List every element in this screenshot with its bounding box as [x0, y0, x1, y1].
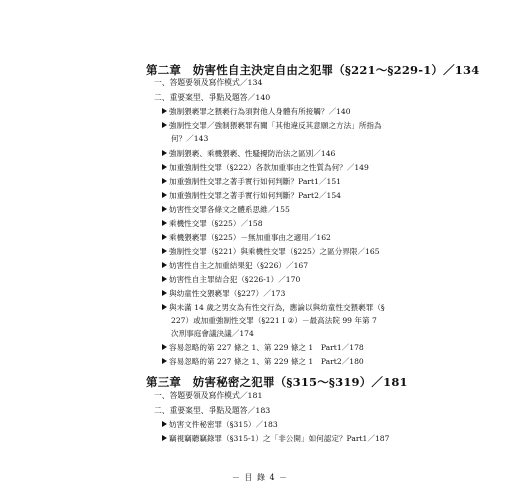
arrow-bullet-icon: [162, 304, 167, 310]
toc-item: [162, 120, 382, 131]
arrow-bullet-icon: [162, 192, 167, 198]
arrow-bullet-icon: [162, 164, 167, 170]
toc-item: [162, 419, 278, 430]
toc-item-text: 與幼童性交猥褻罪（§227）／173: [169, 289, 286, 298]
toc-item-text: 乘機猥褻罪（§225）－無加重事由之適用／162: [169, 233, 331, 242]
section-heading: 二、重要案型、爭點及題答／140: [154, 93, 271, 102]
toc-item: [162, 260, 308, 271]
arrow-bullet-icon: [162, 276, 167, 282]
arrow-bullet-icon: [162, 344, 167, 350]
toc-item: [162, 204, 290, 215]
toc-item-text: 妨害性自主罪結合犯（§226-1）／170: [169, 275, 301, 284]
toc-item: [162, 106, 351, 117]
toc-item: [162, 176, 341, 187]
toc-item-text: 妨害文件秘密罪（§315）／183: [169, 420, 278, 429]
toc-item: [162, 302, 385, 313]
toc-item: [162, 190, 341, 201]
arrow-bullet-icon: [162, 206, 167, 212]
arrow-bullet-icon: [162, 421, 167, 427]
toc-item-text: 強制猥褻罪之猥褻行為須對他人身體有所接觸？／140: [169, 107, 351, 116]
arrow-bullet-icon: [162, 108, 167, 114]
toc-item: [162, 274, 300, 285]
toc-item-text: 強制性交罪／強制猥褻罪有關「其他違反其意願之方法」所指為: [169, 121, 382, 130]
toc-item: [162, 288, 285, 299]
arrow-bullet-icon: [162, 122, 167, 128]
section-heading: 一、答題要領及寫作模式／134: [154, 78, 263, 87]
toc-item-text: 妨害性自主之加重結果犯（§226）／167: [169, 261, 309, 270]
toc-item-text: 竊視竊聽竊錄罪（§315-1）之「非公開」如何認定？Part1／187: [169, 434, 390, 443]
toc-item: [162, 433, 389, 444]
section-heading: 二、重要案型、爭點及題答／183: [154, 406, 271, 415]
arrow-bullet-icon: [162, 358, 167, 364]
arrow-bullet-icon: [162, 150, 167, 156]
toc-item-text: 強制性交罪（§221）與乘機性交罪（§225）之區分界限／165: [169, 247, 380, 256]
chapter-heading: 第三章 妨害秘密之犯罪（§315～§319）／181: [146, 375, 408, 389]
toc-item: [162, 342, 364, 353]
arrow-bullet-icon: [162, 290, 167, 296]
toc-item: [162, 246, 380, 257]
toc-item-continuation: 何？／143: [171, 134, 209, 143]
arrow-bullet-icon: [162, 220, 167, 226]
toc-item-text: 與未滿 14 歲之男女為有性交行為，應論以與幼童性交猥褻罪（§: [169, 303, 385, 312]
arrow-bullet-icon: [162, 248, 167, 254]
toc-item: [162, 356, 364, 367]
toc-item: [162, 162, 369, 173]
toc-item-text: 強制猥褻、乘機猥褻、性騷擾防治法之區別／146: [169, 149, 336, 158]
toc-item-text: 容易忽略的第 227 條之 1、第 229 條之 1 Part2／180: [169, 357, 364, 366]
chapter-heading: 第二章 妨害性自主決定自由之犯罪（§221～§229-1）／134: [146, 63, 480, 77]
toc-item-text: 妨害性交罪各條文之體系思維／155: [169, 205, 290, 214]
toc-item-continuation: 227）或加重強制性交罪（§221 I ②）－最高法院 99 年第 7: [171, 316, 377, 325]
arrow-bullet-icon: [162, 178, 167, 184]
section-heading: 一、答題要領及寫作模式／181: [154, 391, 263, 400]
toc-item-text: 乘機性交罪（§225）／158: [169, 219, 263, 228]
toc-item-text: 加重強制性交罪（§222）各款加重事由之性質為何？／149: [169, 163, 369, 172]
arrow-bullet-icon: [162, 435, 167, 441]
arrow-bullet-icon: [162, 234, 167, 240]
arrow-bullet-icon: [162, 262, 167, 268]
toc-item-text: 加重強制性交罪之著手實行如何判斷？Part1／151: [169, 177, 341, 186]
toc-item-continuation: 次刑事庭會議決議／174: [171, 329, 254, 338]
toc-item: [162, 148, 335, 159]
toc-item-text: 加重強制性交罪之著手實行如何判斷？Part2／154: [169, 191, 341, 200]
page-footer: － 目 錄 4 －: [231, 473, 289, 482]
toc-item: [162, 232, 331, 243]
toc-item-text: 容易忽略的第 227 條之 1、第 229 條之 1 Part1／178: [169, 343, 364, 352]
toc-item: [162, 218, 263, 229]
